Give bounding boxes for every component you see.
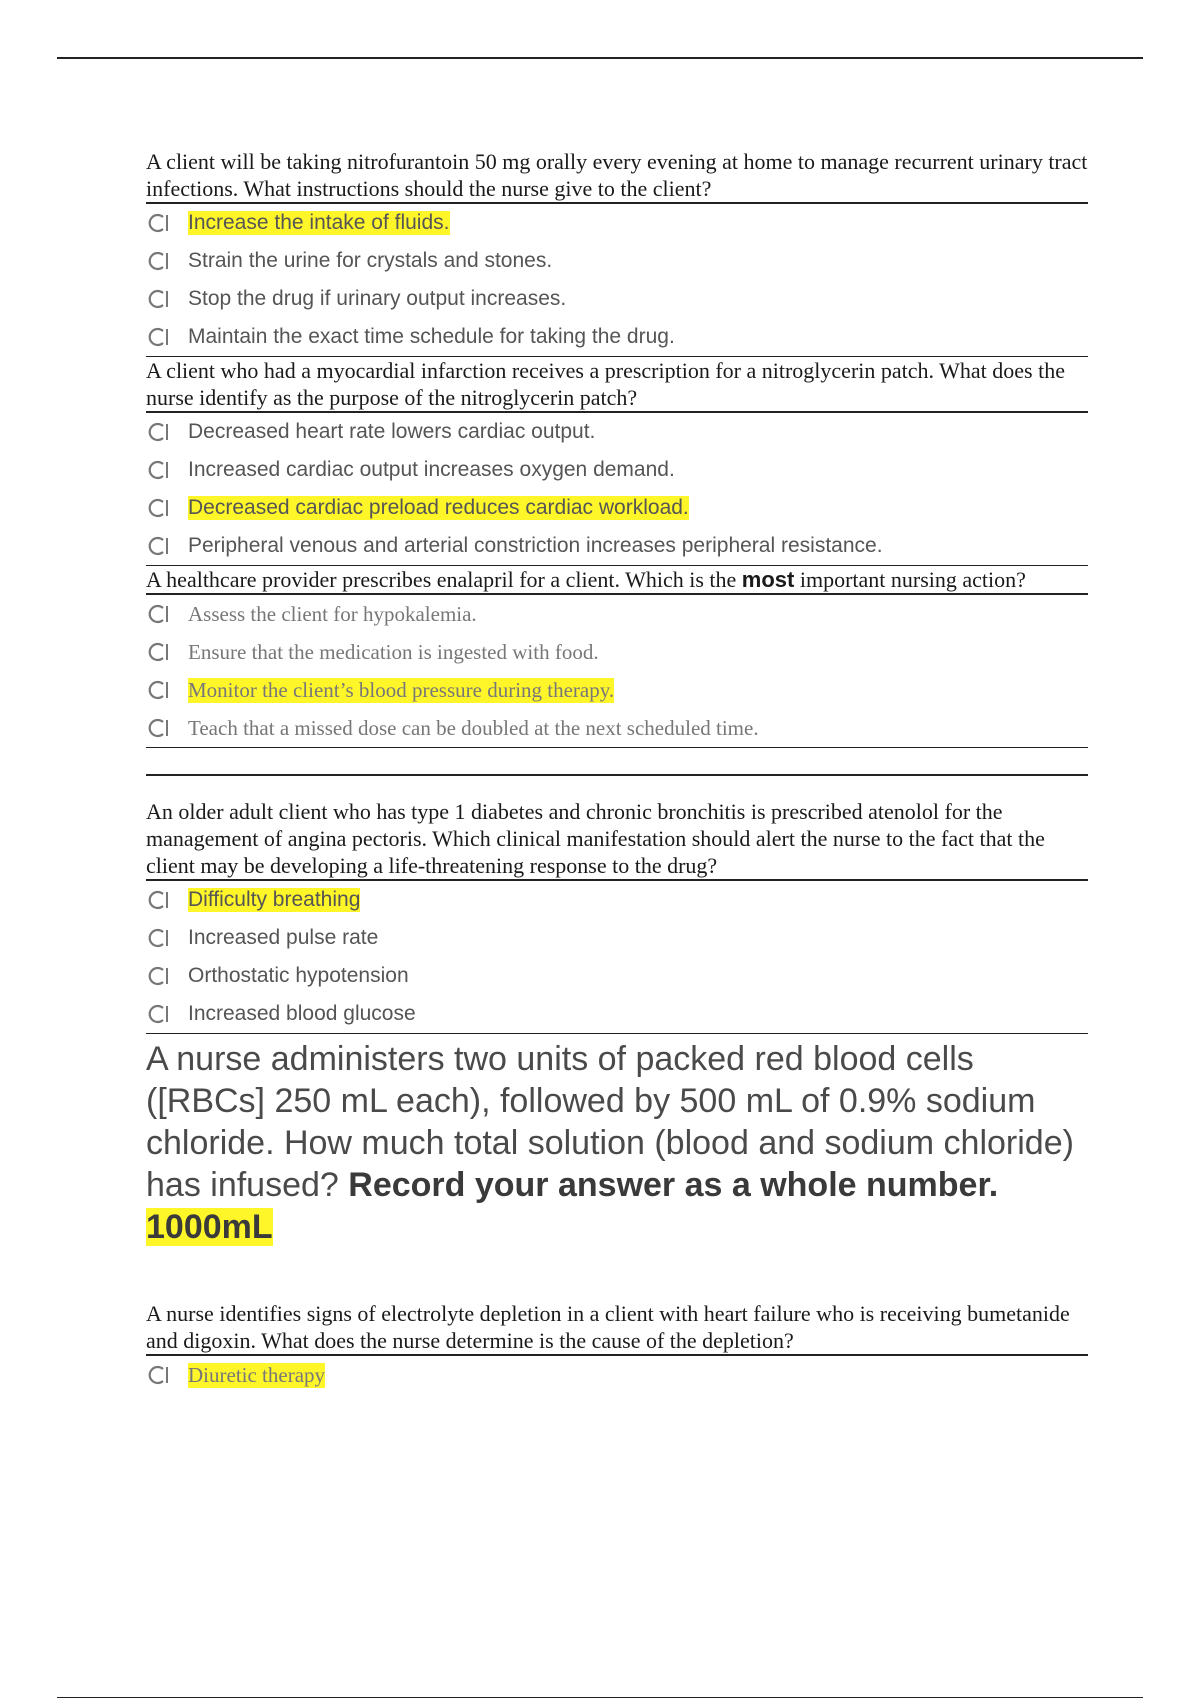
option-item[interactable] — [146, 957, 1088, 995]
question-1-text: A client will be taking nitrofurantoin 50 mg orally every evening at home to manage recurrent urinary tract infections. What instructions should the nurse give to the client? — [146, 148, 1088, 204]
radio-option-icon — [148, 641, 170, 663]
option-label: Decreased heart rate lowers cardiac output. — [188, 420, 596, 443]
option-label: Strain the urine for crystals and stones. — [188, 249, 553, 272]
option-item[interactable] — [146, 527, 1088, 565]
option-item[interactable] — [146, 280, 1088, 318]
option-label: Peripheral venous and arterial constriction increases peripheral resistance. — [188, 534, 883, 557]
option-item[interactable] — [146, 633, 1088, 671]
radio-option-icon — [148, 459, 170, 481]
radio-option-icon — [148, 288, 170, 310]
option-item[interactable] — [146, 242, 1088, 280]
option-label: Difficulty breathing — [188, 888, 361, 911]
radio-option-icon — [148, 679, 170, 701]
question-3-emphasis: most — [741, 567, 795, 592]
option-item[interactable] — [146, 204, 1088, 242]
radio-option-icon — [148, 1364, 170, 1386]
question-2-text: A client who had a myocardial infarction receives a prescription for a nitroglycerin patch. What does the nurse identify as the purpose of the nitroglycerin patch? — [146, 357, 1088, 413]
question-6-text: A nurse identifies signs of electrolyte depletion in a client with heart failure who is receiving bumetanide and digoxin. What does the nurse determine is the cause of the depletion? — [146, 1300, 1088, 1356]
option-label: Monitor the client’s blood pressure during therapy. — [188, 677, 615, 702]
radio-option-icon — [148, 603, 170, 625]
option-item[interactable] — [146, 1356, 1088, 1394]
bottom-rule — [57, 1697, 1143, 1698]
question-5-instruction: Record your answer as a whole number. — [348, 1166, 999, 1204]
question-5-answer: 1000mL — [146, 1208, 273, 1246]
option-label: Maintain the exact time schedule for taking the drug. — [188, 325, 675, 348]
option-item[interactable] — [146, 709, 1088, 747]
section-divider — [146, 748, 1088, 776]
radio-option-icon — [148, 535, 170, 557]
question-4 — [146, 798, 1088, 1034]
spacer — [146, 1258, 1088, 1300]
radio-option-icon — [148, 927, 170, 949]
question-5-text: A nurse administers two units of packed red blood cells ([RBCs] 250 mL each), followed by 500 mL of 0.9% sodium chloride. How much total solution (blood and sodium chloride) has infused? — [146, 1040, 1074, 1204]
radio-option-icon — [148, 497, 170, 519]
document-content — [146, 148, 1088, 1394]
radio-option-icon — [148, 250, 170, 272]
question-3-text — [146, 566, 1088, 595]
question-5 — [146, 1034, 1088, 1258]
option-item[interactable] — [146, 595, 1088, 633]
option-item[interactable] — [146, 489, 1088, 527]
option-label: Increase the intake of fluids. — [188, 211, 450, 234]
option-item[interactable] — [146, 919, 1088, 957]
radio-option-icon — [148, 326, 170, 348]
option-item[interactable] — [146, 881, 1088, 919]
question-6 — [146, 1300, 1088, 1394]
radio-option-icon — [148, 1003, 170, 1025]
option-label: Ensure that the medication is ingested with food. — [188, 639, 599, 664]
option-label: Decreased cardiac preload reduces cardiac workload. — [188, 496, 689, 519]
option-label: Teach that a missed dose can be doubled at the next scheduled time. — [188, 715, 759, 740]
option-label: Increased cardiac output increases oxygen demand. — [188, 458, 675, 481]
question-2 — [146, 357, 1088, 566]
radio-option-icon — [148, 212, 170, 234]
option-label: Stop the drug if urinary output increases. — [188, 287, 567, 310]
option-item[interactable] — [146, 318, 1088, 356]
spacer — [146, 776, 1088, 798]
question-3-text-end: important nursing action? — [794, 567, 1026, 592]
question-3-text-start: A healthcare provider prescribes enalapril for a client. Which is the — [146, 567, 742, 592]
radio-option-icon — [148, 889, 170, 911]
radio-option-icon — [148, 965, 170, 987]
top-rule — [57, 57, 1143, 59]
question-1 — [146, 148, 1088, 357]
option-label: Assess the client for hypokalemia. — [188, 601, 477, 626]
radio-option-icon — [148, 421, 170, 443]
option-label: Increased blood glucose — [188, 1002, 416, 1025]
radio-option-icon — [148, 717, 170, 739]
option-label: Diuretic therapy — [188, 1362, 326, 1387]
option-item[interactable] — [146, 413, 1088, 451]
option-label: Orthostatic hypotension — [188, 964, 409, 987]
option-label: Increased pulse rate — [188, 926, 379, 949]
option-item[interactable] — [146, 451, 1088, 489]
question-4-text: An older adult client who has type 1 diabetes and chronic bronchitis is prescribed atenolol for the management of angina pectoris. Which clinical manifestation should alert the nurse to the fact that the client may be developing a life-threatening response to the drug? — [146, 798, 1088, 881]
question-3 — [146, 566, 1088, 748]
option-item[interactable] — [146, 671, 1088, 709]
option-item[interactable] — [146, 995, 1088, 1033]
